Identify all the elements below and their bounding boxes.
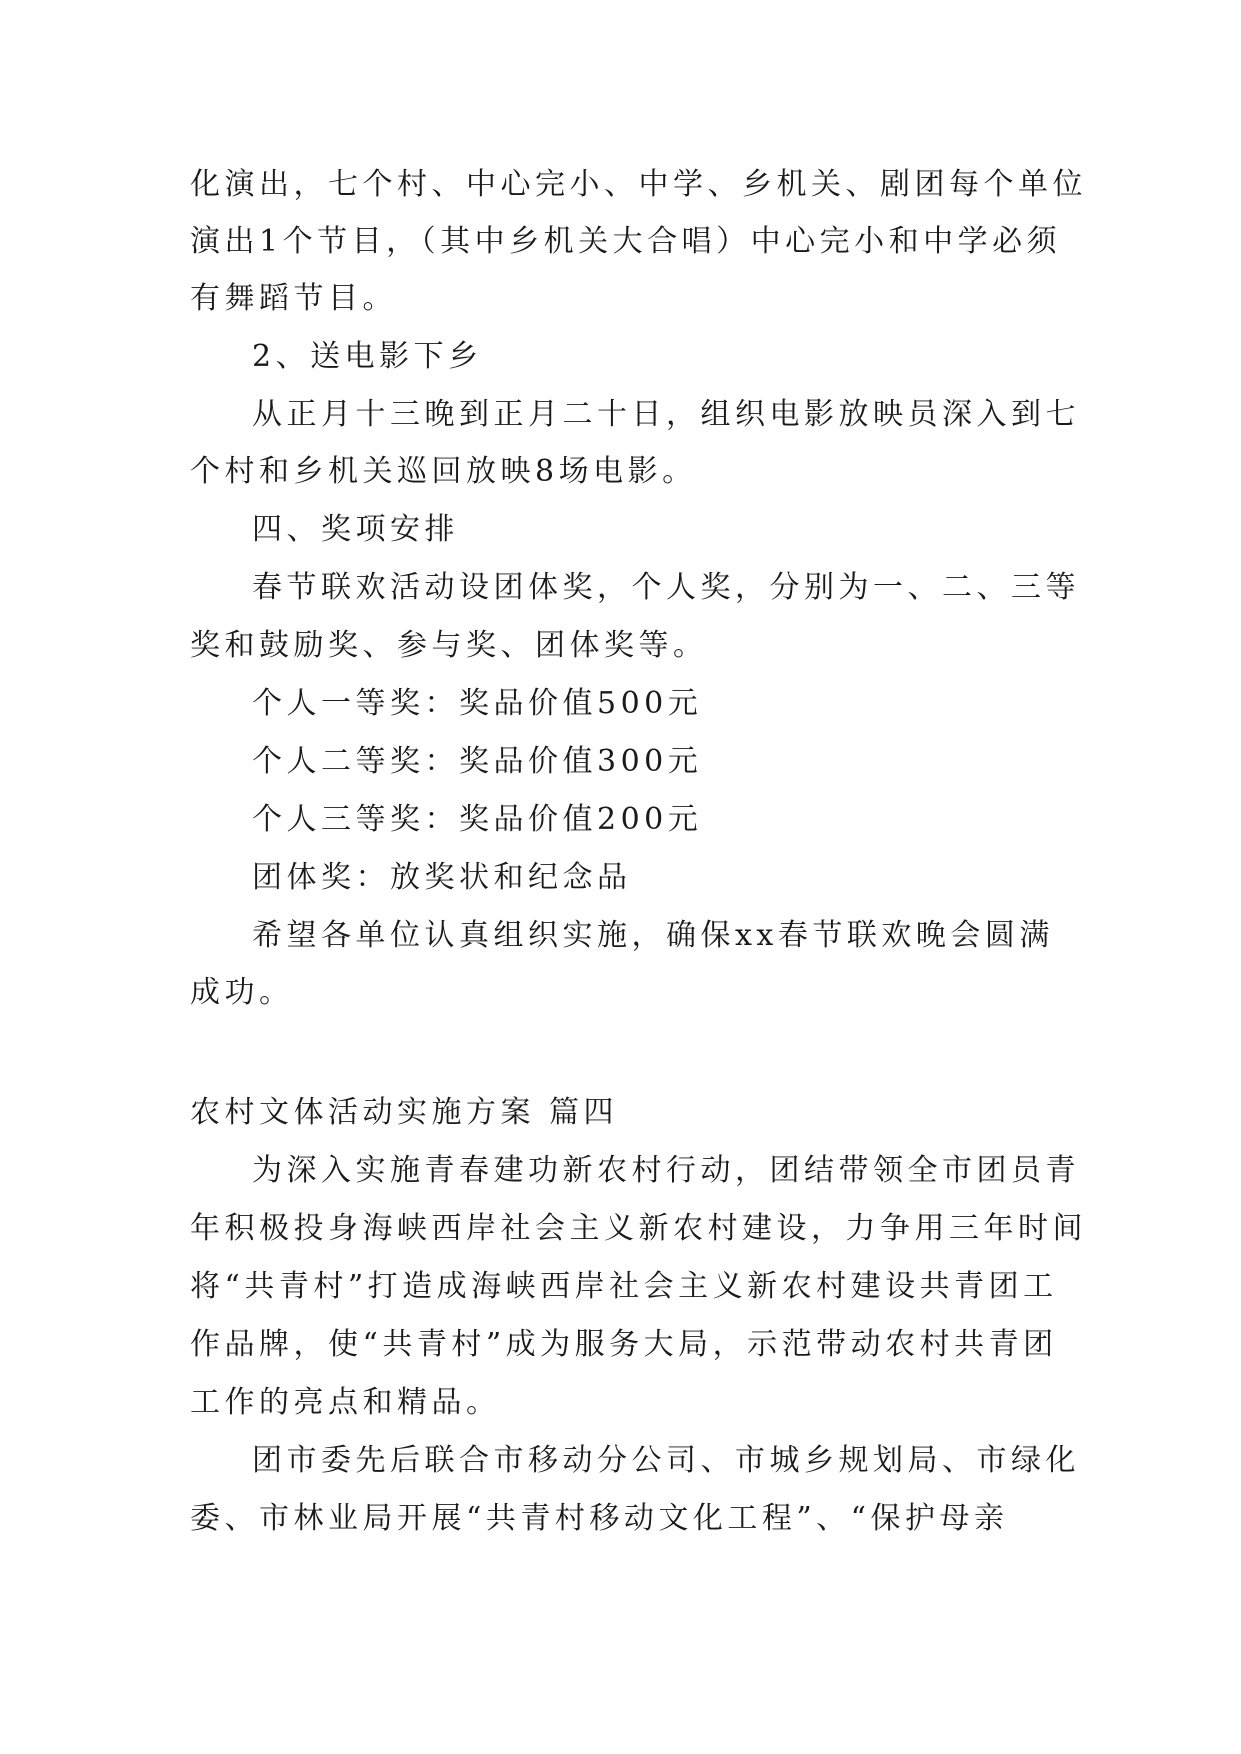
award-item: 个人二等奖：奖品价值300元 — [252, 744, 703, 779]
body-text-line: 化演出，七个村、中心完小、中学、乡机关、剧团每个单位 — [190, 167, 1087, 202]
award-item: 个人一等奖：奖品价值500元 — [252, 686, 703, 721]
body-text-line: 成功。 — [190, 975, 294, 1010]
body-text-line: 奖和鼓励奖、参与奖、团体奖等。 — [190, 628, 708, 663]
body-text-line: 将“共青村”打造成海峡西岸社会主义新农村建设共青团工 — [190, 1269, 1058, 1304]
award-item: 团体奖：放奖状和纪念品 — [252, 860, 632, 895]
body-text-line: 有舞蹈节目。 — [190, 281, 397, 316]
body-text-line: 工作的亮点和精品。 — [190, 1385, 501, 1420]
body-text-line: 个村和乡机关巡回放映8场电影。 — [190, 454, 697, 489]
body-text-line: 委、市林业局开展“共青村移动文化工程”、“保护母亲 — [190, 1501, 1009, 1536]
body-text-line: 为深入实施青春建功新农村行动，团结带领全市团员青 — [252, 1153, 1080, 1188]
body-text-line: 从正月十三晚到正月二十日，组织电影放映员深入到七 — [252, 397, 1080, 432]
body-text-line: 年积极投身海峡西岸社会主义新农村建设，力争用三年时间 — [190, 1211, 1087, 1246]
body-text-line: 团市委先后联合市移动分公司、市城乡规划局、市绿化 — [252, 1443, 1080, 1478]
section-heading: 四、奖项安排 — [252, 512, 459, 547]
section-heading: 2、送电影下乡 — [252, 339, 483, 374]
body-text-line: 作品牌，使“共青村”成为服务大局，示范带动农村共青团 — [190, 1327, 1058, 1362]
body-text-line: 演出1个节目，（其中乡机关大合唱）中心完小和中学必须 — [190, 224, 1062, 259]
body-text-line: 希望各单位认真组织实施，确保xx春节联欢晚会圆满 — [252, 918, 1054, 953]
article-title: 农村文体活动实施方案 篇四 — [190, 1095, 619, 1130]
body-text-line: 春节联欢活动设团体奖，个人奖，分别为一、二、三等 — [252, 570, 1080, 605]
award-item: 个人三等奖：奖品价值200元 — [252, 802, 703, 837]
